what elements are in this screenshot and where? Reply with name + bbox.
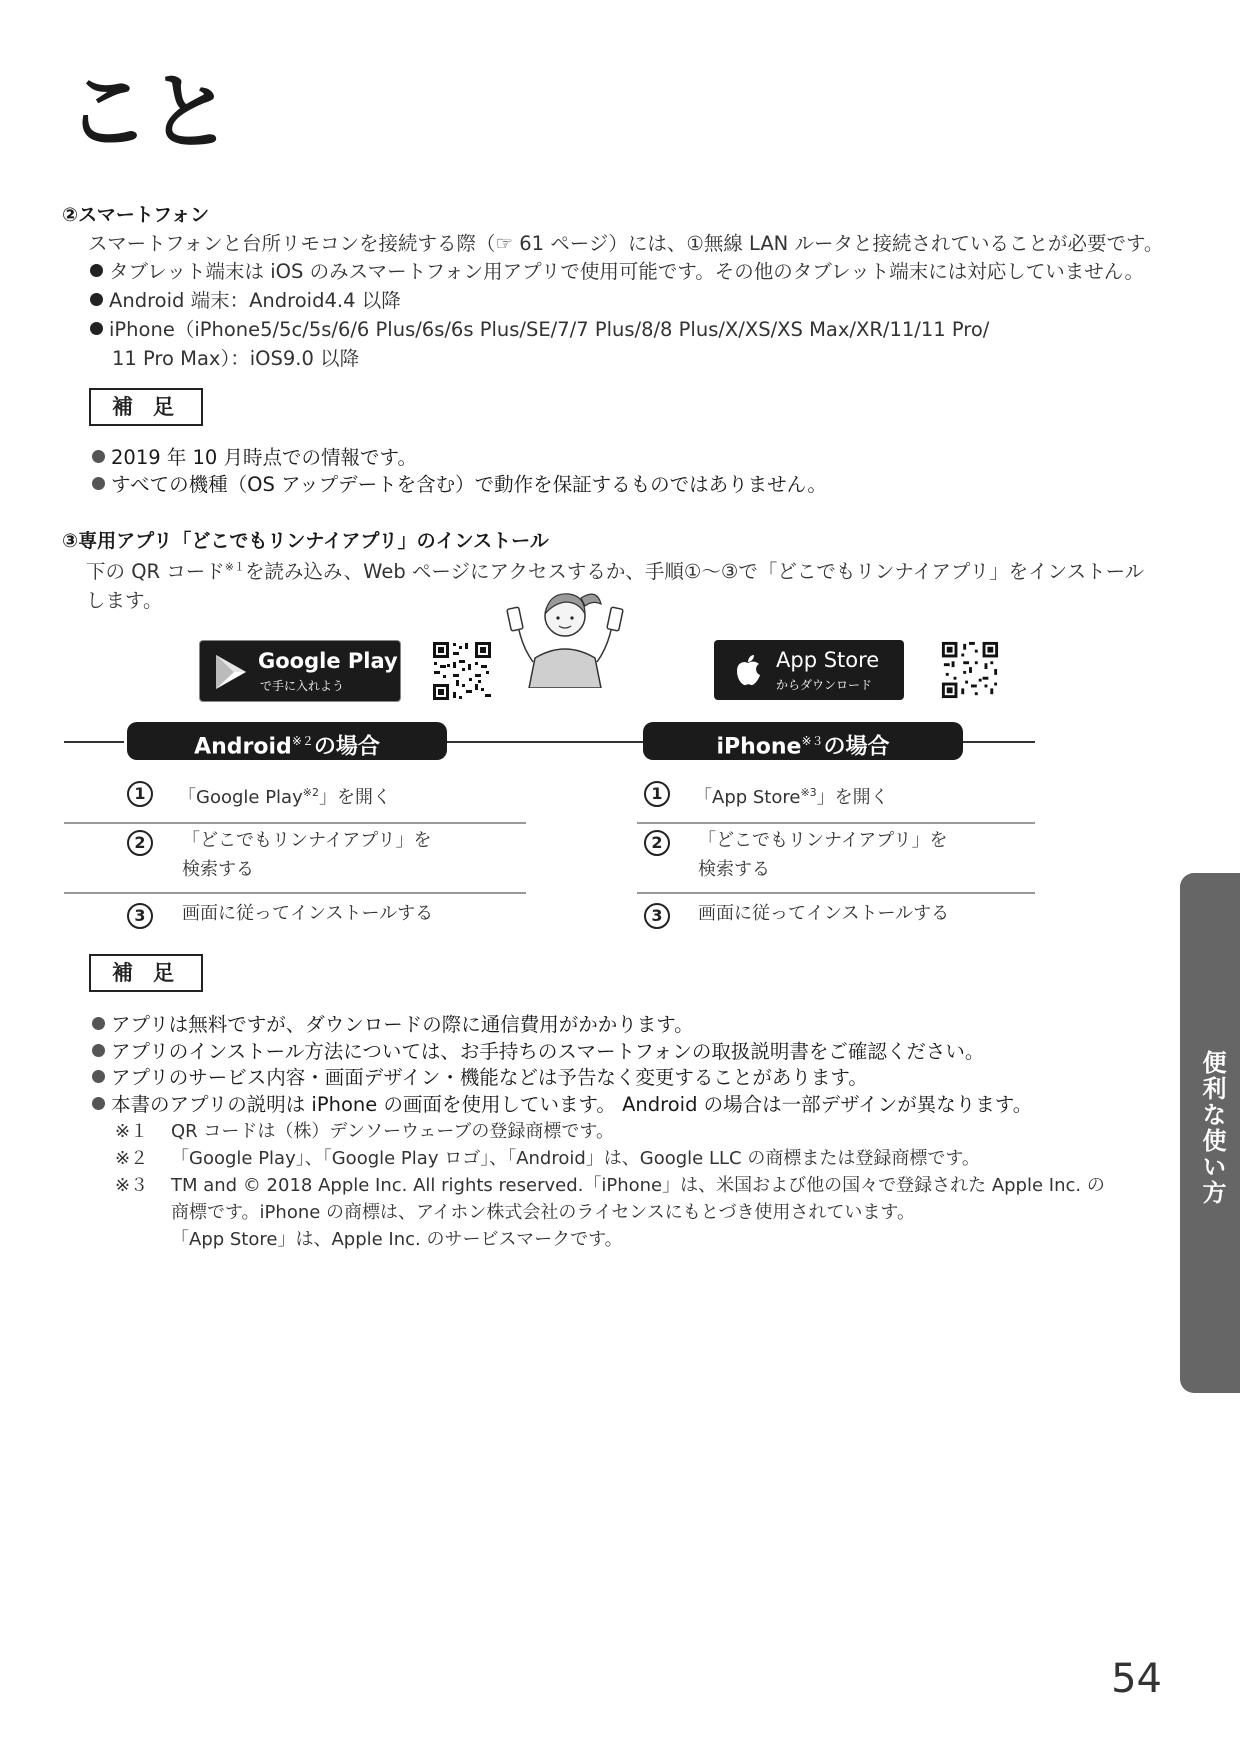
step-number: 1 [644, 781, 670, 807]
list-item-continuation: 11 Pro Max）：iOS9.0 以降 [112, 347, 360, 370]
apple-icon [734, 653, 762, 687]
install-intro-cont: します。 [86, 589, 163, 612]
list-item: タブレット端末は iOS のみスマートフォン用アプリで使用可能です。その他のタブレット端末には対応していません。 [90, 256, 1144, 284]
woman-with-phones-illustration [505, 578, 625, 688]
bullet-icon [92, 1017, 105, 1030]
iphone-step-2: 「どこでもリンナイアプリ」を [698, 830, 948, 851]
bullet-icon [92, 1044, 105, 1057]
google-play-label: Google Play [258, 649, 398, 673]
page-title: こと [66, 63, 231, 161]
bullet-icon [92, 477, 105, 490]
qr-code-icon [940, 640, 1000, 700]
step-number: 3 [127, 903, 153, 929]
list-item: アプリのサービス内容・画面デザイン・機能などは予告なく変更することがあります。 [92, 1062, 868, 1090]
step-number: 2 [644, 830, 670, 856]
iphone-step-3: 画面に従ってインストールする [698, 903, 950, 924]
list-item: アプリは無料ですが、ダウンロードの際に通信費用がかかります。 [92, 1009, 694, 1037]
divider [64, 892, 526, 894]
smartphone-heading: ②スマートフォン [62, 204, 210, 226]
smartphone-intro: スマートフォンと台所リモコンを接続する際（☞ 61 ページ）には、①無線 LAN ルータと接続されていることが必要です。 [88, 232, 1164, 255]
bullet-icon [92, 1097, 105, 1110]
divider [64, 741, 124, 743]
iphone-step-1: 「App Store$^{※3}$」を開く [694, 786, 889, 808]
divider [447, 741, 643, 743]
divider [963, 741, 1035, 743]
divider [637, 892, 1035, 894]
list-item: Android 端末：Android4.4 以降 [90, 285, 401, 313]
footnote-3-cont: 商標です。iPhone の商標は、アイホン株式会社のライセンスにもとづき使用されています。 [171, 1202, 915, 1223]
footnote-1: ※１ QR コードは（株）デンソーウェーブの登録商標です。 [115, 1121, 614, 1142]
step-number: 2 [127, 830, 153, 856]
android-step-1: 「Google Play$^{※2}$」を開く [178, 786, 391, 808]
android-step-3: 画面に従ってインストールする [182, 903, 434, 924]
list-item: 本書のアプリの説明は iPhone の画面を使用しています。 Android の場合は一部デザインが異なります。 [92, 1089, 1032, 1117]
google-play-icon [214, 653, 248, 691]
list-item: 2019 年 10 月時点での情報です。 [92, 442, 417, 470]
step-number: 1 [127, 781, 153, 807]
install-heading: ③専用アプリ「どこでもリンナイアプリ」のインストール [62, 530, 549, 552]
supplement-label: 補足 [89, 388, 203, 426]
install-intro: 下の QR コード$^{※1}$を読み込み、Web ページにアクセスするか、手順①〜③で「どこでもリンナイアプリ」をインストール [86, 560, 1145, 583]
bullet-icon [92, 450, 105, 463]
bullet-icon [90, 293, 103, 306]
list-item: アプリのインストール方法については、お手持ちのスマートフォンの取扱説明書をご確認ください。 [92, 1036, 984, 1064]
footnote-3-cont: 「App Store」は、Apple Inc. のサービスマークです。 [171, 1229, 623, 1250]
iphone-step-2-cont: 検索する [698, 859, 770, 880]
supplement-label: 補足 [89, 954, 203, 992]
footnote-2: ※２ 「Google Play」、「Google Play ロゴ」、「Android」は、Google LLC の商標または登録商標です。 [115, 1148, 980, 1169]
android-header: Android$^{※2}$の場合 [127, 722, 447, 760]
bullet-icon [92, 1070, 105, 1083]
google-play-badge[interactable] [199, 640, 401, 702]
android-step-2: 「どこでもリンナイアプリ」を [182, 830, 432, 851]
list-item: iPhone（iPhone5/5c/5s/6/6 Plus/6s/6s Plus/SE/7/7 Plus/8/8 Plus/X/XS/XS Max/XR/11/11 Pro/ [90, 314, 989, 342]
qr-code-icon [431, 640, 493, 702]
app-store-badge[interactable] [714, 640, 904, 700]
divider [637, 822, 1035, 824]
app-store-label: App Store [776, 648, 880, 672]
page-number: 54 [1111, 1656, 1162, 1702]
app-store-sub: からダウンロード [776, 678, 873, 692]
bullet-icon [90, 264, 103, 277]
side-tab-label: 便利な使い方 [1198, 1050, 1226, 1206]
divider [64, 822, 526, 824]
iphone-header: iPhone$^{※3}$の場合 [643, 722, 963, 760]
android-step-2-cont: 検索する [182, 859, 254, 880]
step-number: 3 [644, 903, 670, 929]
bullet-icon [90, 322, 103, 335]
google-play-sub: で手に入れよう [260, 679, 345, 693]
footnote-3: ※３ TM and © 2018 Apple Inc. All rights reserved.「iPhone」は、米国および他の国々で登録された Apple Inc. の [115, 1175, 1105, 1196]
list-item: すべての機種（OS アップデートを含む）で動作を保証するものではありません。 [92, 469, 827, 497]
